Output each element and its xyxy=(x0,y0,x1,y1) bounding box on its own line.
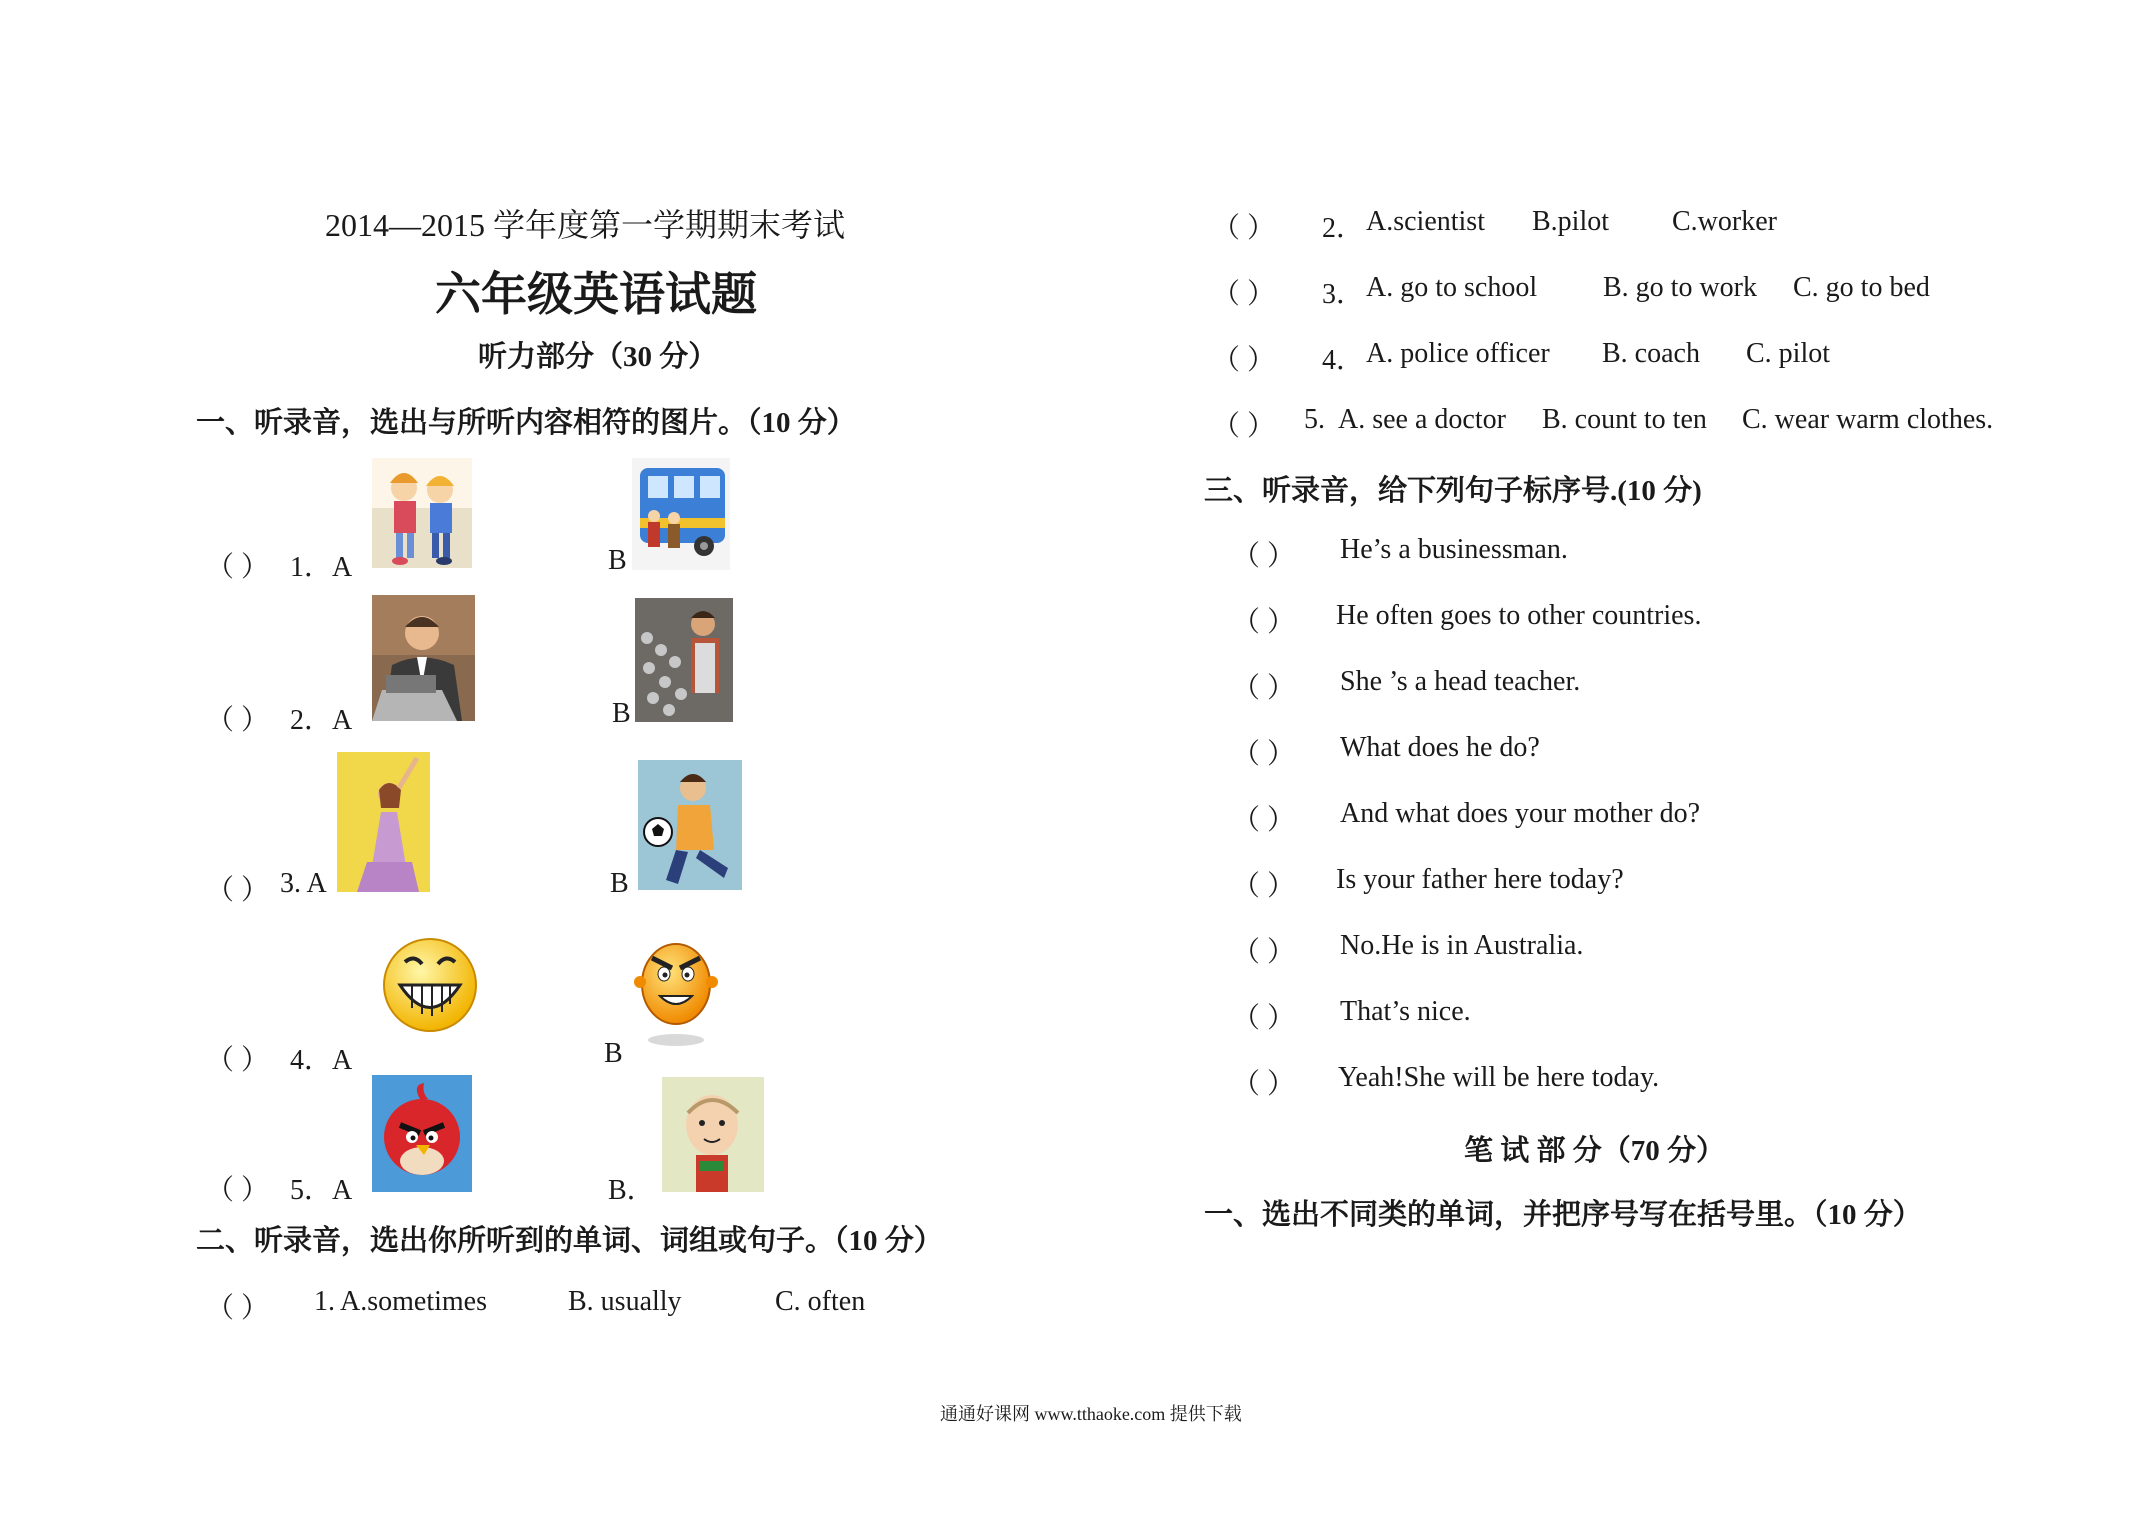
option-b: B. usually xyxy=(568,1286,682,1317)
picture-angry-face xyxy=(630,928,722,1050)
answer-paren: （ ） xyxy=(1232,937,1296,968)
option-b-label: B xyxy=(612,698,631,729)
sentence: Yeah!She will be here today. xyxy=(1338,1062,1660,1093)
option-c: C. wear warm clothes. xyxy=(1742,404,1994,435)
option-b-label: B xyxy=(610,868,629,899)
listening-part-heading: 听力部分（30 分） xyxy=(478,341,718,373)
sentence: She ’s a head teacher. xyxy=(1340,666,1581,697)
sentence: Is your father here today? xyxy=(1336,864,1624,895)
answer-paren: （ ） xyxy=(1212,345,1276,376)
option-b-label: B xyxy=(604,1038,623,1069)
answer-paren: （ ） xyxy=(1212,213,1276,244)
option-c: C. pilot xyxy=(1746,338,1831,369)
section3-heading: 三、听录音，给下列句子标序号.(10 分) xyxy=(1204,475,1702,507)
picture-factory-worker xyxy=(635,598,733,722)
option-b-label: B xyxy=(608,545,627,576)
picture-cartoon-baby xyxy=(662,1077,764,1192)
option-a: A. go to school xyxy=(1366,272,1538,303)
section1-heading: 一、听录音，选出与所听内容相符的图片。（10 分） xyxy=(196,407,856,439)
option-a: A.sometimes xyxy=(340,1286,487,1317)
footer-source: 通通好课网 www.tthaoke.com 提供下载 xyxy=(940,1404,1242,1424)
answer-paren: （ ） xyxy=(1232,673,1296,704)
answer-paren: （ ） xyxy=(1232,871,1296,902)
option-b: B.pilot xyxy=(1532,206,1610,237)
answer-paren: （ ） xyxy=(206,1293,270,1324)
answer-paren: （ ） xyxy=(206,552,270,583)
option-b: B. count to ten xyxy=(1542,404,1707,435)
answer-paren: （ ） xyxy=(1232,541,1296,572)
exam-title: 六年级英语试题 xyxy=(435,267,757,321)
sentence: And what does your mother do? xyxy=(1340,798,1701,829)
answer-paren: （ ） xyxy=(1232,739,1296,770)
option-b: B. go to work xyxy=(1603,272,1757,303)
item-number: 3． xyxy=(1322,279,1365,310)
picture-dancer xyxy=(337,752,430,892)
option-a: A.scientist xyxy=(1366,206,1485,237)
sentence: No.He is in Australia. xyxy=(1340,930,1584,961)
sentence: That’s nice. xyxy=(1340,996,1471,1027)
answer-paren: （ ） xyxy=(1212,411,1276,442)
picture-businessman-laptop xyxy=(372,595,475,721)
answer-paren: （ ） xyxy=(1232,607,1296,638)
answer-paren: （ ） xyxy=(206,1045,270,1076)
item-number: 5. xyxy=(1304,404,1325,435)
item-number: 5．A xyxy=(290,1175,353,1206)
option-b-label: B． xyxy=(608,1175,655,1206)
answer-paren: （ ） xyxy=(206,705,270,736)
item-number: 1．A xyxy=(290,552,353,583)
answer-paren: （ ） xyxy=(1212,279,1276,310)
picture-soccer-player xyxy=(638,760,742,890)
option-b: B. coach xyxy=(1602,338,1700,369)
sentence: What does he do? xyxy=(1340,732,1540,763)
answer-paren: （ ） xyxy=(206,875,270,906)
answer-paren: （ ） xyxy=(1232,805,1296,836)
picture-angry-bird xyxy=(372,1075,472,1192)
option-c: C. go to bed xyxy=(1793,272,1930,303)
answer-paren: （ ） xyxy=(1232,1069,1296,1100)
option-c: C.worker xyxy=(1672,206,1777,237)
item-number: 2．A xyxy=(290,705,353,736)
picture-bus-stop xyxy=(632,458,730,570)
answer-paren: （ ） xyxy=(206,1175,270,1206)
item-number: 3. A xyxy=(280,868,327,899)
picture-happy-face xyxy=(380,930,480,1040)
sentence: He’s a businessman. xyxy=(1340,534,1568,565)
section2-heading: 二、听录音，选出你所听到的单词、词组或句子。（10 分） xyxy=(196,1225,943,1257)
exam-subtitle: 2014—2015 学年度第一学期期末考试 xyxy=(325,207,846,243)
item-number: 4．A xyxy=(290,1045,353,1076)
option-a: A. see a doctor xyxy=(1338,404,1506,435)
written-section1-heading: 一、选出不同类的单词，并把序号写在括号里。（10 分） xyxy=(1204,1199,1922,1231)
sentence: He often goes to other countries. xyxy=(1336,600,1702,631)
written-part-heading: 笔 试 部 分（70 分） xyxy=(1464,1135,1726,1167)
item-number: 1. xyxy=(314,1286,335,1317)
item-number: 2． xyxy=(1322,213,1365,244)
item-number: 4． xyxy=(1322,345,1365,376)
picture-children-walking xyxy=(372,458,472,568)
answer-paren: （ ） xyxy=(1232,1003,1296,1034)
option-c: C. often xyxy=(775,1286,866,1317)
option-a: A. police officer xyxy=(1366,338,1550,369)
